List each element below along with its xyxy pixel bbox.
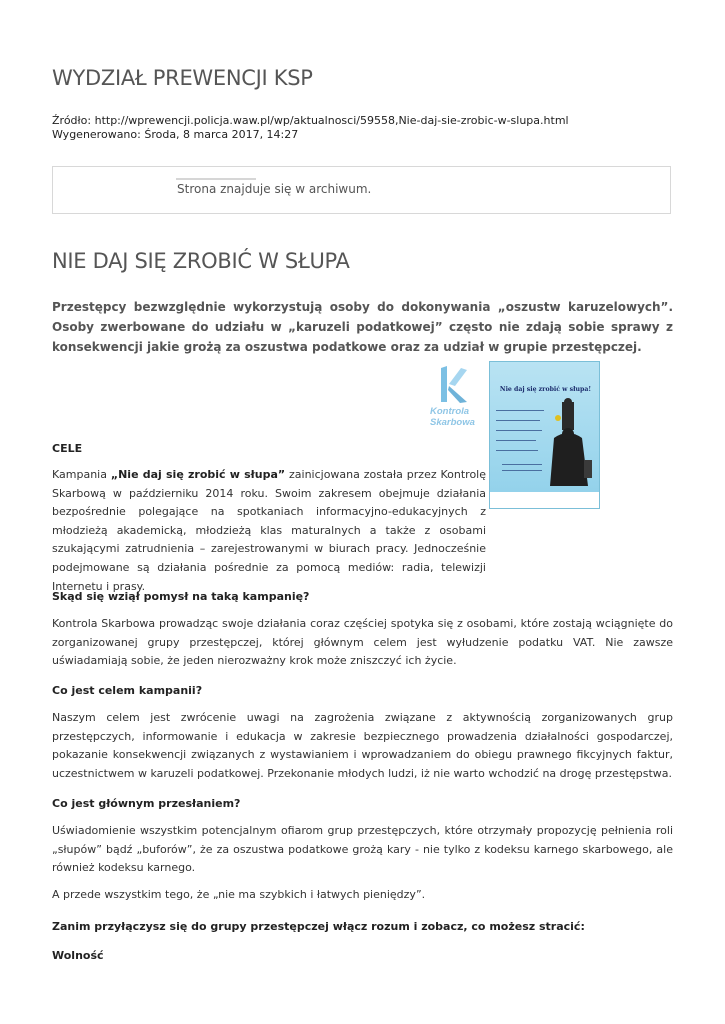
campaign-name: „Nie daj się zrobić w słupa” bbox=[110, 468, 286, 481]
generated-label: Wygenerowano: bbox=[52, 128, 141, 141]
logo-text-kontrola: Kontrola bbox=[430, 406, 470, 417]
question-heading: Co jest głównym przesłaniem? bbox=[52, 797, 241, 810]
logo-text-skarbowa: Skarbowa bbox=[430, 417, 475, 428]
answer-paragraph: Naszym celem jest zwrócenie uwagi na zagrożenia związane z aktywnością zorganizowanych grup przestępczych, informowanie i edukacja w zakresie bezpiecznego prowadzenia działalności gospodarczej, pokazanie konsekwencji związanych z wystawianiem i wprowadzaniem do obiegu prawnego fikcyjnych faktur, uczestnictwem w karuzeli podatkowej. Przekonanie młodych ludzi, iż nie warto wchodzić na drogę przestępstwa. bbox=[52, 711, 673, 780]
answer-paragraph: Uświadomienie wszystkim potencjalnym ofiarom grup przestępczych, które otrzymały propozycję pełnienia roli „słupów” bądź „buforów”, że za oszustwa podatkowe grożą kary - nie tylko z kodeksu karnego skarbowego, ale również kodeksu karnego. bbox=[52, 824, 673, 875]
article-lead: Przestępcy bezwzględnie wykorzystują osoby do dokonywania „oszustw karuzelowych”. Osoby zwerbowane do udziału w „karuzeli podatkowej” często nie zdają sobie sprawy z konsekwencji jakie grożą za oszustwa podatkowe oraz za udział w grupie przestępczej. bbox=[52, 300, 673, 354]
archive-divider bbox=[176, 178, 256, 180]
cele-text: zainicjowana została przez Kontrolę Skarbową w październiku 2014 roku. Swoim zakresem obejmuje działania bezpośrednie polegające na spotkaniach informacyjno-edukacyjnych z młodzieżą akademicką, młodzieżą klas maturalnych a także z osobami szukającymi zatrudnienia – zarejestrowanymi w biurach pracy. Jednocześnie podejmowane są działania pośrednie za pomocą mediów: radia, telewizji Internetu i prasy. bbox=[52, 468, 487, 593]
section-heading-cele: CELE bbox=[52, 442, 83, 455]
source-meta bbox=[52, 114, 569, 142]
source-line bbox=[52, 114, 569, 128]
generated-line bbox=[52, 128, 569, 142]
poster-text-line bbox=[496, 430, 542, 431]
site-title: WYDZIAŁ PREWENCJI KSP bbox=[52, 66, 313, 90]
poster-text-line bbox=[502, 470, 542, 471]
kontrola-skarbowa-logo bbox=[427, 362, 482, 430]
warning-heading: Zanim przyłączysz się do grupy przestępczej włącz rozum i zobacz, co możesz stracić: bbox=[52, 920, 585, 933]
source-label: Źródło: bbox=[52, 114, 92, 127]
poster-footer bbox=[490, 492, 599, 509]
source-url[interactable]: http://wprewencji.policja.waw.pl/wp/aktualnosci/59558,Nie-daj-sie-zrobic-w-slupa.html bbox=[94, 114, 569, 127]
cele-prefix: Kampania bbox=[52, 468, 111, 481]
campaign-poster bbox=[489, 361, 600, 509]
poster-text-line bbox=[502, 464, 542, 465]
poster-text-line bbox=[496, 420, 540, 421]
generated-date: Środa, 8 marca 2017, 14:27 bbox=[144, 128, 299, 141]
question-heading: Co jest celem kampanii? bbox=[52, 684, 203, 697]
cele-paragraph bbox=[52, 466, 486, 596]
archive-notice-box bbox=[52, 166, 671, 214]
poster-figure-illustration bbox=[544, 398, 596, 492]
subheading-wolnosc: Wolność bbox=[52, 949, 104, 962]
article-title: NIE DAJ SIĘ ZROBIĆ W SŁUPA bbox=[52, 249, 350, 273]
archive-notice: Strona znajduje się w archiwum. bbox=[177, 182, 372, 196]
question-heading: Skąd się wziął pomysł na taką kampanię? bbox=[52, 590, 310, 603]
poster-title: Nie daj się zrobić w słupa! bbox=[499, 386, 592, 393]
answer-paragraph: A przede wszystkim tego, że „nie ma szybkich i łatwych pieniędzy”. bbox=[52, 888, 426, 901]
answer-paragraph: Kontrola Skarbowa prowadząc swoje działania coraz częściej spotyka się z osobami, które zostają wciągnięte do zorganizowanej grupy przestępczej, której głównym celem jest wyłudzenie podatku VAT. Nie zawsze uświadamiają sobie, że jeden nierozważny krok może zniszczyć ich życie. bbox=[52, 617, 673, 668]
poster-text-line bbox=[496, 410, 544, 411]
poster-text-line bbox=[496, 440, 536, 441]
poster-text-line bbox=[496, 450, 538, 451]
